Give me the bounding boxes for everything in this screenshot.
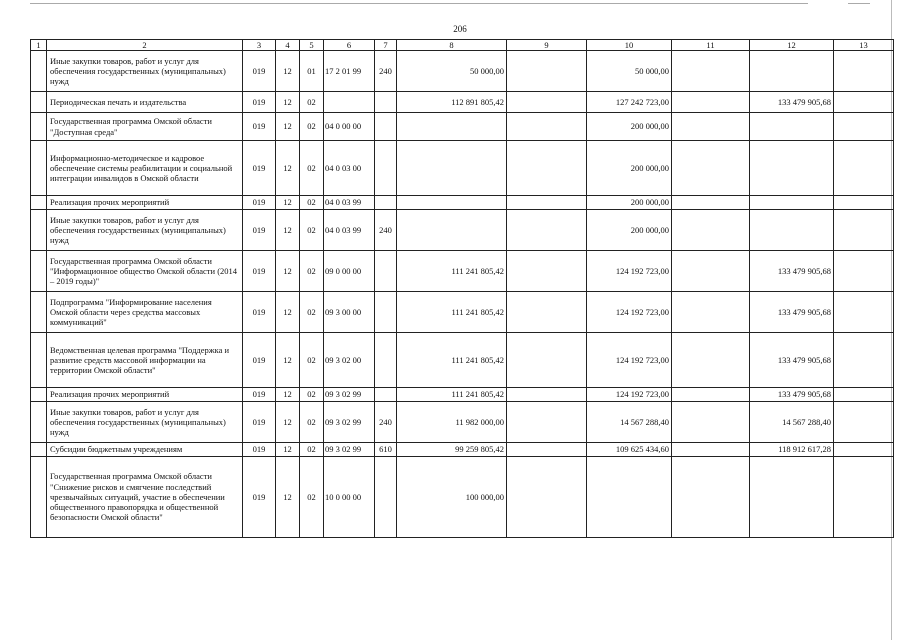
amount-cell: [672, 457, 750, 538]
amount-cell: 200 000,00: [587, 141, 672, 196]
code-cell: 019: [243, 113, 276, 141]
target-article-cell: 04 0 00 00: [324, 113, 375, 141]
amount-cell: [672, 333, 750, 388]
table-row: [31, 333, 894, 388]
target-article-cell: 09 3 02 00: [324, 333, 375, 388]
amount-cell: [672, 92, 750, 113]
amount-cell: [750, 196, 834, 210]
amount-cell: [507, 92, 587, 113]
amount-cell: 127 242 723,00: [587, 92, 672, 113]
section-cell: 12: [276, 92, 300, 113]
subsection-cell: 02: [300, 402, 324, 443]
amount-cell: [834, 141, 894, 196]
name-cell: Реализация прочих мероприятий: [47, 388, 243, 402]
expense-type-cell: [375, 141, 397, 196]
amount-cell: 99 259 805,42: [397, 443, 507, 457]
amount-cell: 200 000,00: [587, 113, 672, 141]
amount-cell: [834, 457, 894, 538]
section-cell: 12: [276, 196, 300, 210]
expense-type-cell: 240: [375, 402, 397, 443]
code-cell: 019: [243, 443, 276, 457]
table-row: [31, 292, 894, 333]
expense-type-cell: [375, 92, 397, 113]
amount-cell: 109 625 434,60: [587, 443, 672, 457]
expense-type-cell: 240: [375, 210, 397, 251]
amount-cell: [507, 51, 587, 92]
table-row: [31, 402, 894, 443]
code-cell: 019: [243, 402, 276, 443]
header-cell: 5: [300, 40, 324, 51]
amount-cell: 111 241 805,42: [397, 292, 507, 333]
amount-cell: [834, 388, 894, 402]
code-cell: 019: [243, 141, 276, 196]
amount-cell: [672, 196, 750, 210]
amount-cell: 111 241 805,42: [397, 333, 507, 388]
page-number: 206: [453, 24, 467, 34]
amount-cell: [672, 141, 750, 196]
expense-type-cell: [375, 292, 397, 333]
amount-cell: [672, 210, 750, 251]
section-cell: 12: [276, 113, 300, 141]
table-row: [31, 196, 894, 210]
amount-cell: [507, 196, 587, 210]
amount-cell: 124 192 723,00: [587, 292, 672, 333]
name-cell: Государственная программа Омской области "Доступная среда": [47, 113, 243, 141]
amount-cell: [834, 113, 894, 141]
amount-cell: [672, 402, 750, 443]
header-cell: 9: [507, 40, 587, 51]
header-cell: 2: [47, 40, 243, 51]
row-index-cell: [31, 141, 47, 196]
expense-type-cell: [375, 333, 397, 388]
amount-cell: [750, 457, 834, 538]
name-cell: Информационно-методическое и кадровое обеспечение системы реабилитации и социальной интеграции инвалидов в Омской области: [47, 141, 243, 196]
row-index-cell: [31, 457, 47, 538]
table-row: [31, 210, 894, 251]
section-cell: 12: [276, 51, 300, 92]
section-cell: 12: [276, 402, 300, 443]
target-article-cell: [324, 92, 375, 113]
section-cell: 12: [276, 141, 300, 196]
amount-cell: [397, 113, 507, 141]
target-article-cell: 17 2 01 99: [324, 51, 375, 92]
amount-cell: [834, 92, 894, 113]
amount-cell: [397, 210, 507, 251]
subsection-cell: 02: [300, 92, 324, 113]
section-cell: 12: [276, 292, 300, 333]
code-cell: 019: [243, 92, 276, 113]
table-row: [31, 388, 894, 402]
expense-type-cell: [375, 113, 397, 141]
subsection-cell: 01: [300, 51, 324, 92]
section-cell: 12: [276, 333, 300, 388]
section-cell: 12: [276, 457, 300, 538]
amount-cell: 14 567 288,40: [750, 402, 834, 443]
name-cell: Реализация прочих мероприятий: [47, 196, 243, 210]
amount-cell: 111 241 805,42: [397, 251, 507, 292]
name-cell: Периодическая печать и издательства: [47, 92, 243, 113]
header-cell: 13: [834, 40, 894, 51]
amount-cell: [834, 51, 894, 92]
target-article-cell: 09 3 00 00: [324, 292, 375, 333]
amount-cell: 133 479 905,68: [750, 333, 834, 388]
expense-type-cell: [375, 251, 397, 292]
expense-type-cell: 240: [375, 51, 397, 92]
target-article-cell: 09 3 02 99: [324, 402, 375, 443]
amount-cell: [672, 251, 750, 292]
amount-cell: 133 479 905,68: [750, 388, 834, 402]
code-cell: 019: [243, 457, 276, 538]
section-cell: 12: [276, 443, 300, 457]
code-cell: 019: [243, 333, 276, 388]
amount-cell: 133 479 905,68: [750, 92, 834, 113]
amount-cell: [397, 196, 507, 210]
row-index-cell: [31, 92, 47, 113]
amount-cell: [397, 141, 507, 196]
header-cell: 12: [750, 40, 834, 51]
header-cell: 4: [276, 40, 300, 51]
subsection-cell: 02: [300, 388, 324, 402]
target-article-cell: 04 0 03 00: [324, 141, 375, 196]
amount-cell: [507, 333, 587, 388]
top-border-line-right: [848, 3, 870, 4]
row-index-cell: [31, 443, 47, 457]
amount-cell: [587, 457, 672, 538]
name-cell: Иные закупки товаров, работ и услуг для обеспечения государственных (муниципальных) нужд: [47, 402, 243, 443]
expense-type-cell: [375, 457, 397, 538]
amount-cell: [507, 113, 587, 141]
amount-cell: [672, 292, 750, 333]
table-row: [31, 141, 894, 196]
name-cell: Субсидии бюджетным учреждениям: [47, 443, 243, 457]
row-index-cell: [31, 210, 47, 251]
amount-cell: 111 241 805,42: [397, 388, 507, 402]
name-cell: Иные закупки товаров, работ и услуг для обеспечения государственных (муниципальных) нужд: [47, 210, 243, 251]
amount-cell: [507, 141, 587, 196]
target-article-cell: 04 0 03 99: [324, 210, 375, 251]
table-row: [31, 92, 894, 113]
amount-cell: [507, 457, 587, 538]
subsection-cell: 02: [300, 196, 324, 210]
code-cell: 019: [243, 210, 276, 251]
amount-cell: [750, 141, 834, 196]
amount-cell: [834, 402, 894, 443]
table-row: [31, 51, 894, 92]
target-article-cell: 10 0 00 00: [324, 457, 375, 538]
header-cell: 1: [31, 40, 47, 51]
target-article-cell: 09 3 02 99: [324, 388, 375, 402]
row-index-cell: [31, 292, 47, 333]
name-cell: Государственная программа Омской области "Информационное общество Омской области (2014 – 2019 годы)": [47, 251, 243, 292]
amount-cell: [834, 333, 894, 388]
amount-cell: 124 192 723,00: [587, 333, 672, 388]
row-index-cell: [31, 333, 47, 388]
amount-cell: [834, 210, 894, 251]
target-article-cell: 09 3 02 99: [324, 443, 375, 457]
section-cell: 12: [276, 388, 300, 402]
budget-table: [30, 39, 894, 538]
row-index-cell: [31, 51, 47, 92]
subsection-cell: 02: [300, 210, 324, 251]
section-cell: 12: [276, 210, 300, 251]
amount-cell: 200 000,00: [587, 196, 672, 210]
amount-cell: [750, 51, 834, 92]
amount-cell: [507, 210, 587, 251]
header-cell: 8: [397, 40, 507, 51]
row-index-cell: [31, 388, 47, 402]
amount-cell: [834, 292, 894, 333]
expense-type-cell: [375, 388, 397, 402]
amount-cell: [834, 443, 894, 457]
name-cell: Подпрограмма "Информирование населения Омской области через средства массовых коммуникаций": [47, 292, 243, 333]
top-border-line: [30, 3, 808, 4]
table-row: [31, 251, 894, 292]
amount-cell: [507, 443, 587, 457]
section-cell: 12: [276, 251, 300, 292]
target-article-cell: 09 0 00 00: [324, 251, 375, 292]
code-cell: 019: [243, 251, 276, 292]
table-row: [31, 443, 894, 457]
amount-cell: [507, 292, 587, 333]
amount-cell: 124 192 723,00: [587, 388, 672, 402]
amount-cell: 133 479 905,68: [750, 251, 834, 292]
table-row: [31, 457, 894, 538]
amount-cell: 133 479 905,68: [750, 292, 834, 333]
expense-type-cell: 610: [375, 443, 397, 457]
name-cell: Ведомственная целевая программа "Поддержка и развитие средств массовой информации на территории Омской области": [47, 333, 243, 388]
amount-cell: 50 000,00: [397, 51, 507, 92]
amount-cell: [672, 388, 750, 402]
amount-cell: [507, 251, 587, 292]
amount-cell: 200 000,00: [587, 210, 672, 251]
code-cell: 019: [243, 196, 276, 210]
amount-cell: [507, 402, 587, 443]
subsection-cell: 02: [300, 113, 324, 141]
subsection-cell: 02: [300, 251, 324, 292]
header-cell: 7: [375, 40, 397, 51]
amount-cell: [672, 443, 750, 457]
amount-cell: [672, 51, 750, 92]
amount-cell: 118 912 617,28: [750, 443, 834, 457]
amount-cell: 11 982 000,00: [397, 402, 507, 443]
code-cell: 019: [243, 292, 276, 333]
expense-type-cell: [375, 196, 397, 210]
subsection-cell: 02: [300, 292, 324, 333]
header-cell: 11: [672, 40, 750, 51]
code-cell: 019: [243, 388, 276, 402]
name-cell: Государственная программа Омской области "Снижение рисков и смягчение последствий чрезвычайных ситуаций, участие в обеспечении общественного правопорядка и общественной безопасности Омской области": [47, 457, 243, 538]
amount-cell: [750, 210, 834, 251]
name-cell: Иные закупки товаров, работ и услуг для обеспечения государственных (муниципальных) нужд: [47, 51, 243, 92]
amount-cell: [834, 251, 894, 292]
code-cell: 019: [243, 51, 276, 92]
amount-cell: 14 567 288,40: [587, 402, 672, 443]
amount-cell: [834, 196, 894, 210]
target-article-cell: 04 0 03 99: [324, 196, 375, 210]
amount-cell: [507, 388, 587, 402]
amount-cell: 124 192 723,00: [587, 251, 672, 292]
amount-cell: 50 000,00: [587, 51, 672, 92]
amount-cell: [672, 113, 750, 141]
subsection-cell: 02: [300, 443, 324, 457]
header-cell: 10: [587, 40, 672, 51]
amount-cell: 100 000,00: [397, 457, 507, 538]
row-index-cell: [31, 196, 47, 210]
subsection-cell: 02: [300, 457, 324, 538]
header-cell: 3: [243, 40, 276, 51]
amount-cell: 112 891 805,42: [397, 92, 507, 113]
row-index-cell: [31, 251, 47, 292]
amount-cell: [750, 113, 834, 141]
row-index-cell: [31, 402, 47, 443]
column-number-header: [31, 40, 894, 51]
header-cell: 6: [324, 40, 375, 51]
subsection-cell: 02: [300, 141, 324, 196]
row-index-cell: [31, 113, 47, 141]
subsection-cell: 02: [300, 333, 324, 388]
table-row: [31, 113, 894, 141]
